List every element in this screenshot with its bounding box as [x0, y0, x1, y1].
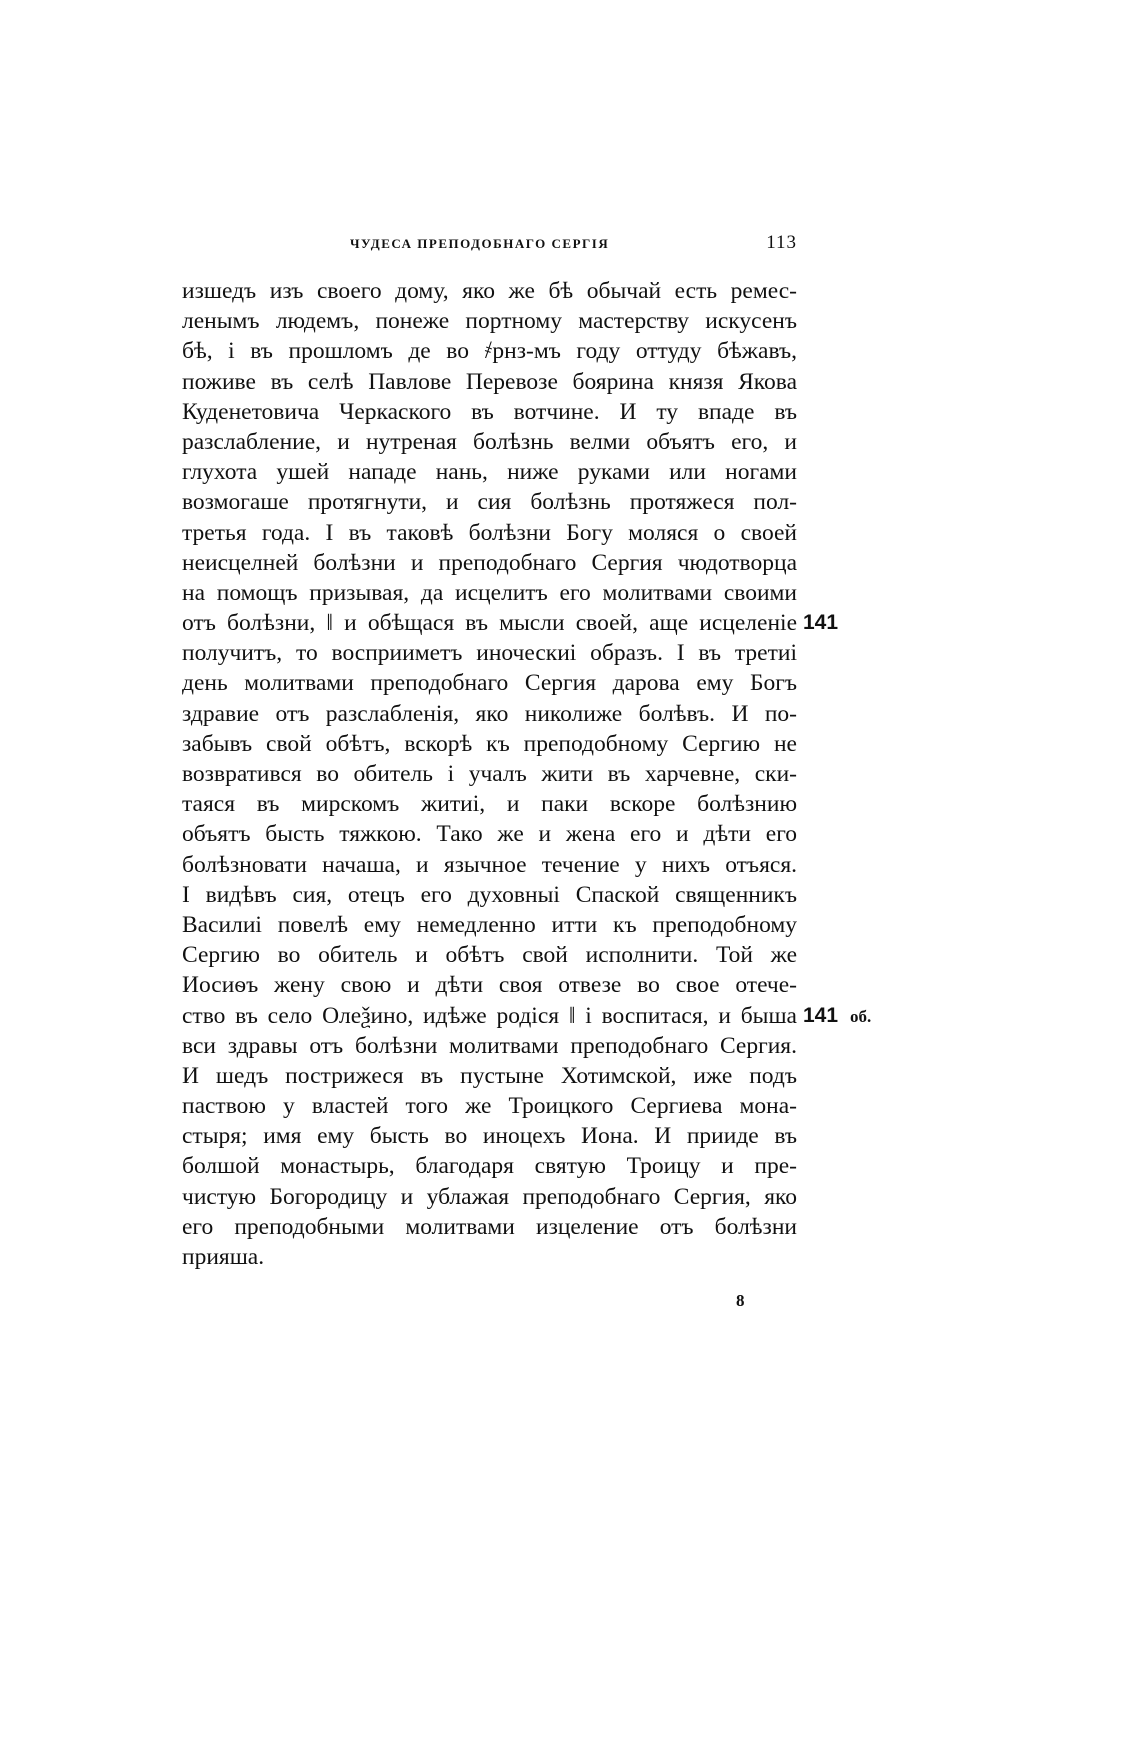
- text-line: [182, 850, 797, 880]
- text-line-content: И шедъ пострижеся въ пустыне Хотимской, иже подъ: [182, 1062, 797, 1089]
- text-line-content: возмогаше протягнути, и сия болѣзнь протяжеся пол-: [182, 489, 797, 516]
- text-line-content: І видѣвъ сия, отецъ его духовныі Спаской священникъ: [182, 881, 797, 908]
- text-line-content: Иосиѳъ жену свою и дѣти своя отвезе во свое отече-: [182, 972, 797, 999]
- page-number: 113: [766, 232, 797, 253]
- signature-mark: 8: [736, 1291, 745, 1310]
- text-line: [182, 789, 797, 819]
- text-line-content: его преподобными молитвами изцеление отъ болѣзни: [182, 1213, 797, 1240]
- text-line-content: паствою у властей того же Троицкого Сергиева мона-: [182, 1093, 797, 1120]
- running-head: [182, 232, 797, 256]
- text-line-content: на помощъ призывая, да исцелитъ его молитвами своими: [182, 579, 797, 606]
- text-line-content: Сергию во обитель и обѣтъ свой исполнити. Той же: [182, 942, 797, 969]
- text-body: [182, 276, 872, 1272]
- text-line-content: Василиі повелѣ ему немедленно итти къ преподобному: [182, 911, 797, 938]
- text-line: [182, 1212, 797, 1242]
- text-line-content: чистую Богородицу и ублажая преподобнаго Сергия, яко: [182, 1183, 797, 1210]
- text-line: [182, 1001, 872, 1031]
- text-line-content: глухота ушей нападе нань, ниже руками или ногами: [182, 459, 797, 486]
- text-line-content: болшой монастырь, благодаря святую Троицу и пре-: [182, 1153, 797, 1180]
- text-line: [182, 608, 839, 638]
- text-line: [182, 880, 797, 910]
- text-line-content: болѣзновати начаша, и язычное течение у нихъ отъяся.: [182, 851, 797, 878]
- margin-folio-note: [803, 608, 838, 638]
- text-line: [182, 397, 797, 427]
- text-line: [182, 548, 797, 578]
- text-line-content: забывъ свой обѣтъ, вскорѣ къ преподобному Сергию не: [182, 730, 797, 757]
- text-line-content: возвратився во обитель і учалъ жити въ харчевне, ски-: [182, 761, 797, 787]
- text-line: [182, 940, 797, 970]
- margin-folio-suffix: об.: [850, 1006, 872, 1026]
- text-line-content: ленымъ людемъ, понеже портному мастерству искусенъ: [182, 308, 797, 335]
- text-line-content: бѣ, і въ прошломъ де во ҂рнз-мъ году оттуду бѣжавъ,: [182, 338, 797, 365]
- text-line-content: ство въ село Олеѯино, идѣже родіся ‖ і воспитася, и быша: [182, 1002, 797, 1029]
- text-line: [182, 276, 797, 306]
- text-line: [182, 1031, 797, 1061]
- text-line: [182, 970, 797, 1000]
- text-line: [182, 638, 797, 668]
- margin-folio-number: 141: [803, 1003, 839, 1027]
- text-line: [182, 729, 797, 759]
- text-line: [182, 1182, 797, 1212]
- text-line-content: Куденетовича Черкаского въ вотчине. И ту впаде въ: [182, 398, 797, 425]
- margin-folio-note: [803, 1001, 871, 1032]
- text-line-content: объятъ бысть тяжкою. Тако же и жена его и дѣти его: [182, 821, 797, 848]
- text-line-content: вси здравы отъ болѣзни молитвами преподобнаго Сергия.: [182, 1032, 797, 1059]
- text-line-content: неисцелней болѣзни и преподобнаго Сергия чюдотворца: [182, 549, 797, 576]
- text-line: [182, 1061, 797, 1091]
- text-line-content: поживе въ селѣ Павлове Перевозе боярина князя Якова: [182, 368, 797, 395]
- text-line-content: день молитвами преподобнаго Сергия дарова ему Богъ: [182, 670, 797, 697]
- text-line: [182, 578, 797, 608]
- text-line: [182, 306, 797, 336]
- running-title: ЧУДЕСА ПРЕПОДОБНАГО СЕРГІЯ: [350, 236, 610, 251]
- text-line: [182, 1121, 797, 1151]
- text-line: [182, 699, 797, 729]
- text-line: [182, 668, 797, 698]
- text-line: [182, 759, 797, 789]
- text-line: [182, 427, 797, 457]
- text-line: [182, 1151, 797, 1181]
- text-line-content: здравие отъ разслабленія, яко николиже болѣвъ. И по-: [182, 700, 797, 727]
- text-line: [182, 910, 797, 940]
- text-line: [182, 518, 797, 548]
- margin-folio-number: 141: [803, 611, 839, 635]
- text-line-content: отъ болѣзни, ‖ и обѣщася въ мысли своей, аще исцеленіе: [182, 610, 797, 637]
- text-line: [182, 367, 797, 397]
- text-line-content: прияша.: [182, 1244, 265, 1270]
- text-line: [182, 457, 797, 487]
- text-line-content: получитъ, то восприиметъ иноческиі образъ. І въ третиі: [182, 640, 797, 667]
- text-line: [182, 336, 797, 366]
- text-line: [182, 1242, 797, 1272]
- text-line: [182, 819, 797, 849]
- text-line: [182, 1091, 797, 1121]
- text-line-content: стыря; имя ему бысть во иноцехъ Иона. И прииде въ: [182, 1123, 797, 1150]
- text-line-content: таяся въ мирскомъ житиі, и паки вскоре болѣзнию: [182, 791, 797, 818]
- text-line: [182, 487, 797, 517]
- text-line-content: разслабление, и нутреная болѣзнь велми объятъ его, и: [182, 428, 797, 455]
- text-line-content: третья года. І въ таковѣ болѣзни Богу моляся о своей: [182, 519, 797, 546]
- text-line-content: изшедъ изъ своего дому, яко же бѣ обычай есть ремес-: [182, 278, 797, 304]
